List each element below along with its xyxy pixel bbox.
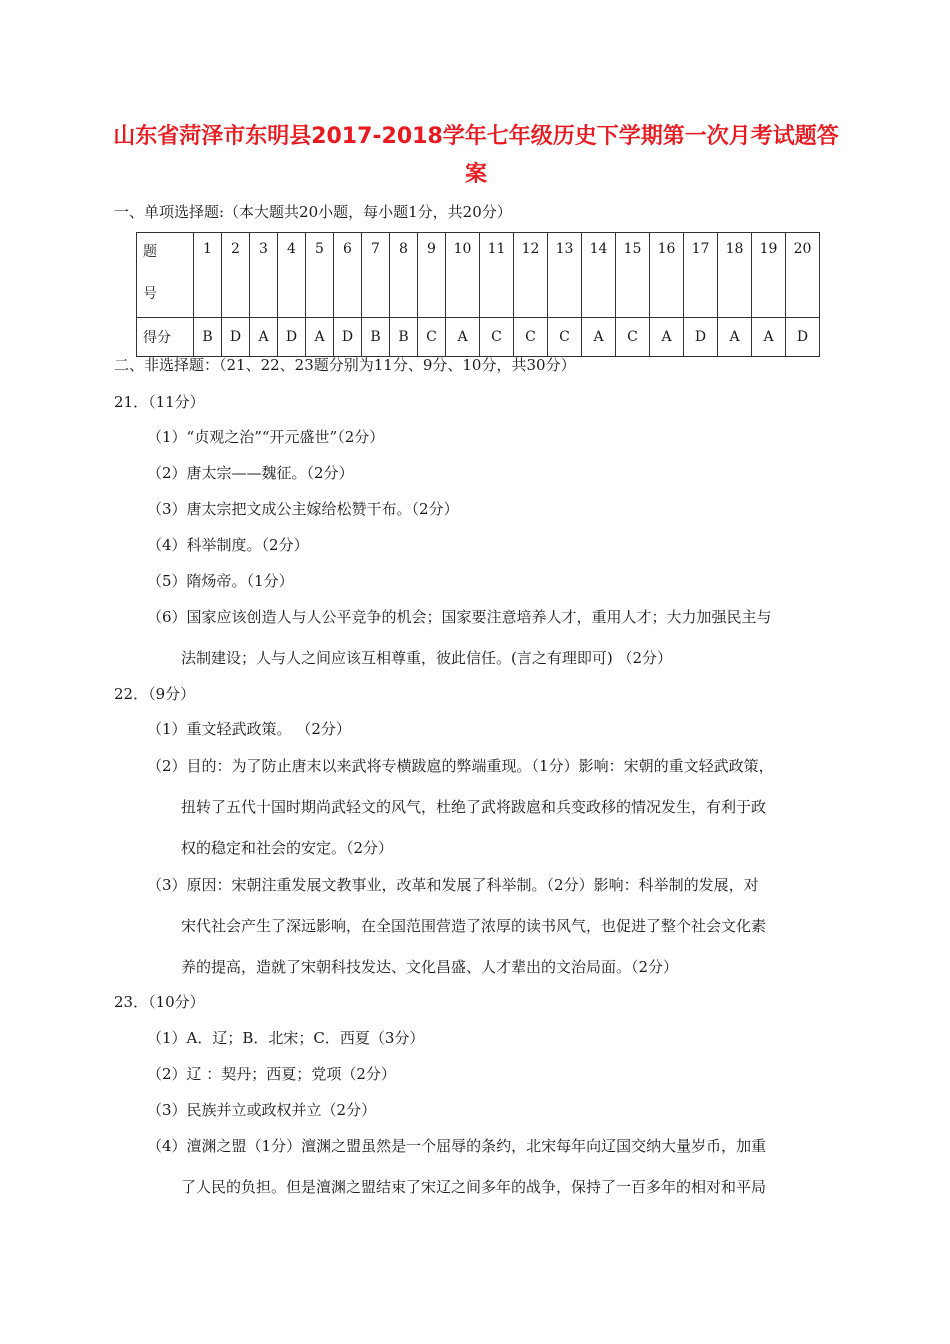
q22-item: 扭转了五代十国时期尚武轻文的风气，杜绝了武将跋扈和兵变政移的情况发生，有利于政 [181, 798, 767, 816]
question-number-cell: 6 [334, 233, 362, 318]
q22-label: 22．（9分） [114, 685, 196, 703]
question-number-cell: 17 [684, 233, 718, 318]
q22-item: （2）目的：为了防止唐末以来武将专横跋扈的弊端重现。（1分）影响：宋朝的重文轻武政策， [147, 757, 774, 775]
q21-item: （6）国家应该创造人与人公平竞争的机会；国家要注意培养人才，重用人才；大力加强民主与 [147, 608, 772, 626]
q23-item: 了人民的负担。但是澶渊之盟结束了宋辽之间多年的战争，保持了一百多年的相对和平局 [181, 1178, 767, 1196]
q21-item: （1）“贞观之治”“开元盛世”（2分） [147, 428, 385, 446]
q21-item: 法制建设；人与人之间应该互相尊重，彼此信任。(言之有理即可) （2分） [181, 649, 673, 667]
document-title-line1: 山东省菏泽市东明县2017-2018学年七年级历史下学期第一次月考试题答 [113, 124, 839, 149]
question-number-cell: 5 [306, 233, 334, 318]
section1-heading: 一、单项选择题:（本大题共20小题，每小题1分，共20分） [114, 203, 512, 221]
q22-item: （1）重文轻武政策。 （2分） [147, 720, 351, 738]
question-number-cell: 19 [752, 233, 786, 318]
section2-heading: 二、非选择题：（21、22、23题分别为11分、9分、10分，共30分） [114, 356, 576, 374]
answer-cell: C [616, 318, 650, 357]
q22-item: 宋代社会产生了深远影响，在全国范围营造了浓厚的读书风气，也促进了整个社会文化素 [181, 917, 767, 935]
question-number-cell: 14 [582, 233, 616, 318]
answer-cell: A [250, 318, 278, 357]
answer-table [136, 232, 820, 357]
q21-item: （2）唐太宗——魏征。（2分） [147, 464, 354, 482]
question-number-cell: 4 [278, 233, 306, 318]
answer-cell: C [418, 318, 446, 357]
question-number-cell: 7 [362, 233, 390, 318]
answer-cell: D [786, 318, 820, 357]
answer-cell: C [514, 318, 548, 357]
answer-table-number-row [137, 233, 820, 318]
document-title-line2: 案 [464, 162, 487, 187]
question-number-cell: 9 [418, 233, 446, 318]
answer-table-answer-row [137, 318, 820, 357]
question-number-cell: 10 [446, 233, 480, 318]
answer-cell: C [548, 318, 582, 357]
question-number-cell: 12 [514, 233, 548, 318]
question-number-cell: 11 [480, 233, 514, 318]
q21-item: （3）唐太宗把文成公主嫁给松赞干布。（2分） [147, 500, 459, 518]
q22-item: （3）原因：宋朝注重发展文教事业，改革和发展了科举制。（2分）影响：科举制的发展，对 [147, 876, 759, 894]
answer-cell: A [718, 318, 752, 357]
question-number-cell: 18 [718, 233, 752, 318]
question-number-cell: 2 [222, 233, 250, 318]
answer-cell: B [390, 318, 418, 357]
table-header-label-top: 题 [143, 244, 157, 260]
question-number-cell: 16 [650, 233, 684, 318]
q23-item: （4）澶渊之盟（1分）澶渊之盟虽然是一个屈辱的条约，北宋每年向辽国交纳大量岁币，加重 [147, 1137, 767, 1155]
answer-cell: A [582, 318, 616, 357]
answer-cell: A [446, 318, 480, 357]
q23-label: 23．（10分） [114, 993, 205, 1011]
question-number-cell: 1 [194, 233, 222, 318]
q21-label: 21．（11分） [114, 393, 205, 411]
question-number-cell: 15 [616, 233, 650, 318]
table-header-cell [137, 233, 194, 318]
q22-item: 养的提高，造就了宋朝科技发达、文化昌盛、人才辈出的文治局面。（2分） [181, 958, 679, 976]
q21-item: （4）科举制度。（2分） [147, 536, 309, 554]
question-number-cell: 13 [548, 233, 582, 318]
answer-cell: B [194, 318, 222, 357]
question-number-cell: 3 [250, 233, 278, 318]
answer-cell: D [278, 318, 306, 357]
q23-item: （2）辽 ：契丹；西夏；党项（2分） [147, 1065, 396, 1083]
q22-item: 权的稳定和社会的安定。（2分） [181, 839, 394, 857]
answer-cell: A [650, 318, 684, 357]
answer-cell: A [306, 318, 334, 357]
answer-cell: D [334, 318, 362, 357]
answer-cell: A [752, 318, 786, 357]
answer-cell: C [480, 318, 514, 357]
q21-item: （5）隋炀帝。（1分） [147, 572, 294, 590]
table-score-label: 得分 [137, 318, 194, 357]
table-header-label-bottom: 号 [143, 286, 157, 302]
q23-item: （1）A．辽；B．北宋；C．西夏（3分） [147, 1029, 425, 1047]
answer-cell: D [684, 318, 718, 357]
question-number-cell: 20 [786, 233, 820, 318]
answer-cell: B [362, 318, 390, 357]
q23-item: （3）民族并立或政权并立（2分） [147, 1101, 377, 1119]
answer-cell: D [222, 318, 250, 357]
question-number-cell: 8 [390, 233, 418, 318]
